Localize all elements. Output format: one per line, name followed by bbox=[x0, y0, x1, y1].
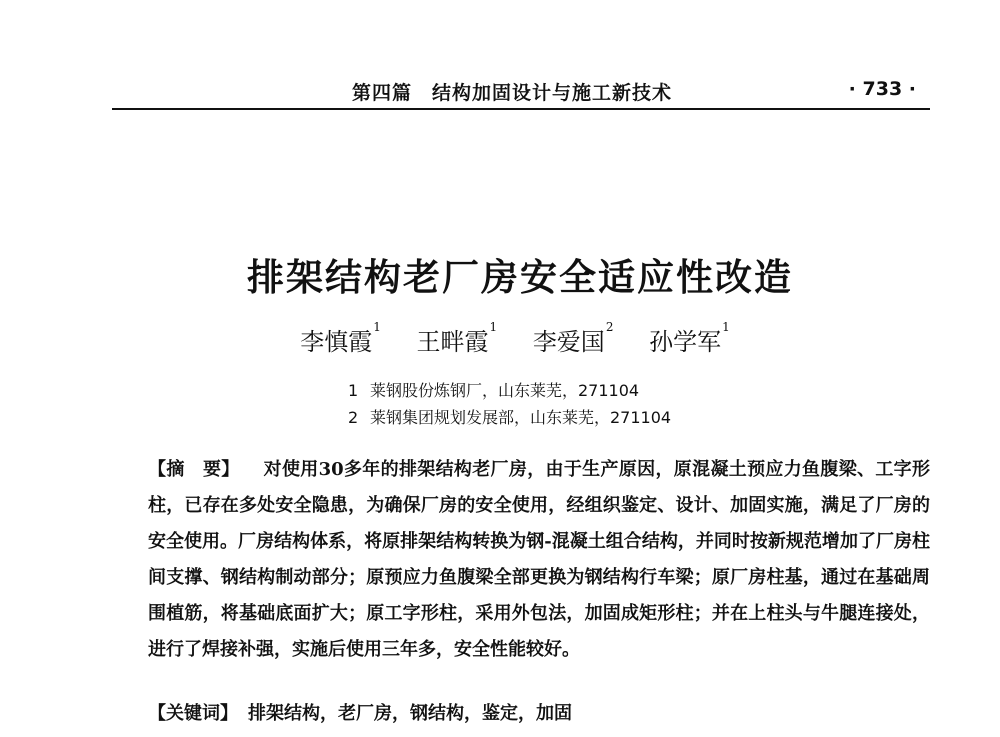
author bbox=[533, 322, 614, 357]
author-list bbox=[0, 322, 1000, 357]
paper-title: 排架结构老厂房安全适应性改造 bbox=[247, 255, 793, 299]
page-number: · 733 · bbox=[848, 78, 916, 100]
affiliation-text: 莱钢股份炼钢厂，山东莱芜，271104 bbox=[370, 381, 640, 400]
author-affiliation-mark: 1 bbox=[373, 320, 381, 334]
affiliation-text: 莱钢集团规划发展部，山东莱芜，271104 bbox=[370, 408, 672, 427]
author-affiliation-mark: 1 bbox=[722, 320, 730, 334]
author-name: 王畔霞 bbox=[416, 328, 489, 356]
header-rule bbox=[112, 108, 930, 110]
author bbox=[649, 322, 730, 357]
abstract-label: 【摘 要】 bbox=[148, 459, 240, 480]
author-name: 李爱国 bbox=[532, 328, 605, 356]
abstract-text: 对使用30多年的排架结构老厂房，由于生产原因，原混凝土预应力鱼腹梁、工字形柱，已存在多处安全隐患，为确保厂房的安全使用，经组织鉴定、设计、加固实施，满足了厂房的安全使用。厂房结构体系，将原排架结构转换为钢-混凝土组合结构，并同时按新规范增加了厂房柱间支撑、钢结构制动部分；原预应力鱼腹梁全部更换为钢结构行车梁；原厂房柱基，通过在基础周围植筋，将基础底面扩大；原工字形柱，采用外包法，加固成矩形柱；并在上柱头与牛腿连接处，进行了焊接补强，实施后使用三年多，安全性能较好。 bbox=[148, 459, 931, 660]
author-affiliation-mark: 2 bbox=[605, 320, 614, 334]
affiliation-item bbox=[348, 377, 671, 404]
author bbox=[300, 322, 381, 357]
keywords-label: 【关键词】 bbox=[148, 703, 238, 724]
affiliation-number: 2 bbox=[348, 408, 359, 427]
affiliation-list bbox=[348, 377, 671, 431]
running-header bbox=[112, 78, 930, 104]
author-name: 李慎霞 bbox=[300, 328, 373, 356]
running-title: 第四篇 结构加固设计与施工新技术 bbox=[352, 82, 673, 104]
author bbox=[417, 322, 498, 357]
abstract bbox=[148, 452, 930, 668]
affiliation-number: 1 bbox=[348, 381, 359, 400]
affiliation-item bbox=[348, 404, 671, 431]
keywords bbox=[148, 702, 930, 726]
author-affiliation-mark: 1 bbox=[489, 320, 498, 334]
author-name: 孙学军 bbox=[649, 328, 722, 356]
keywords-text: 排架结构，老厂房，钢结构，鉴定，加固 bbox=[248, 703, 572, 724]
